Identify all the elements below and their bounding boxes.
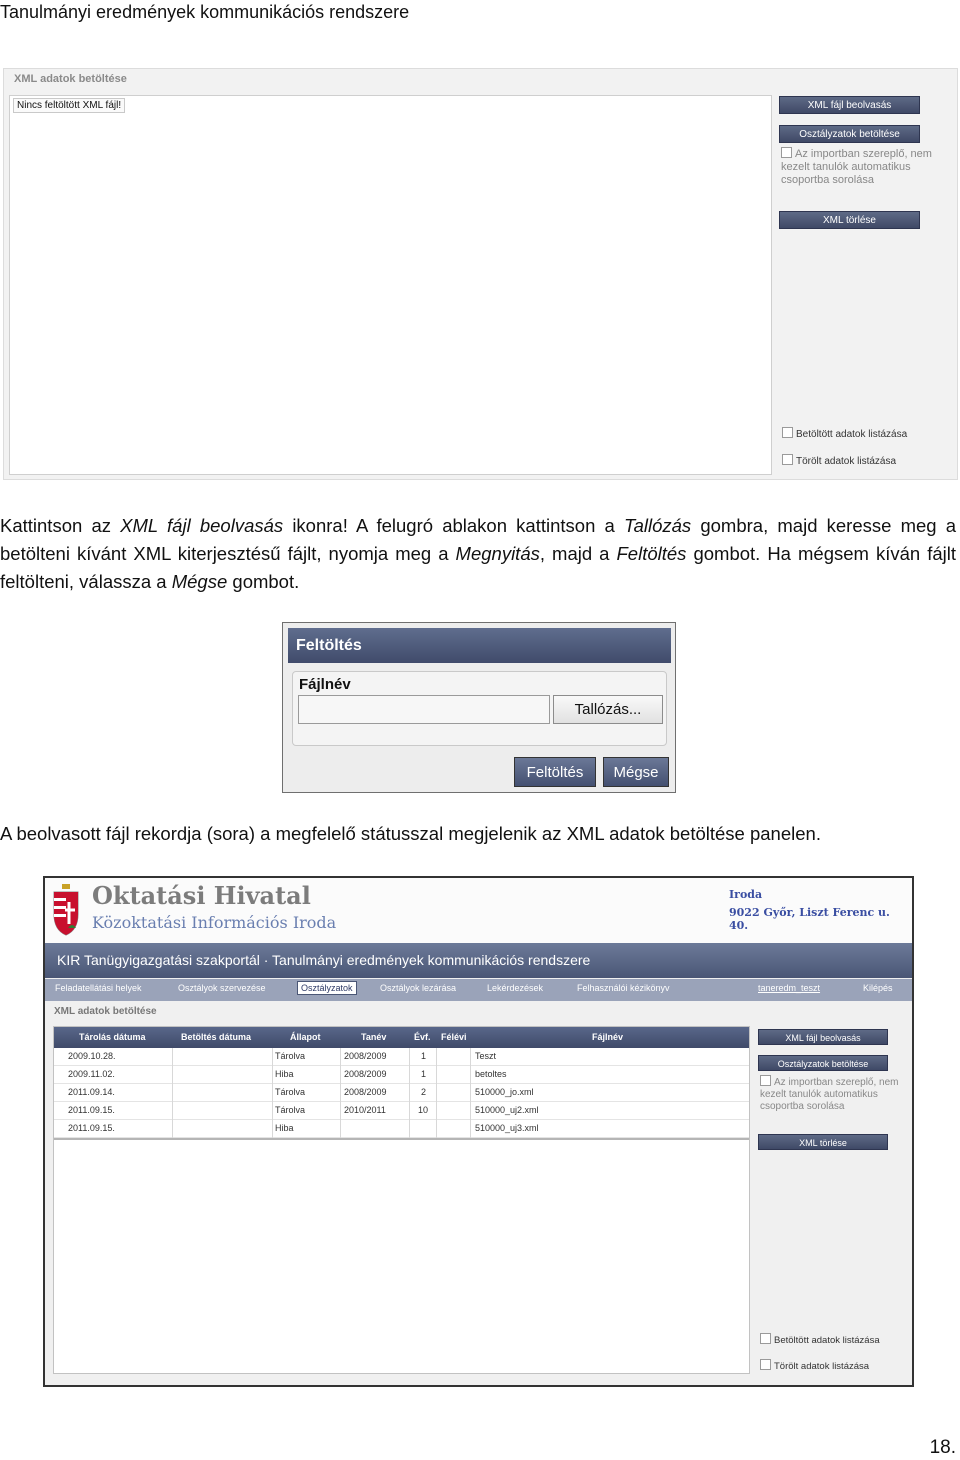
cell-grade: 10 (418, 1105, 429, 1115)
cell-file: Teszt (475, 1051, 497, 1061)
cell-date: 2011.09.14. (68, 1087, 115, 1097)
auto-group-label: Az importban szereplő, nem kezelt tanulók automatikus csoportba sorolása (760, 1077, 899, 1112)
cell-date: 2011.09.15. (68, 1105, 115, 1115)
auto-group-label: Az importban szereplő, nem kezelt tanulók automatikus csoportba sorolása (781, 148, 932, 186)
empty-message: Nincs feltöltött XML fájl! (13, 98, 125, 113)
column-divider (340, 1048, 341, 1138)
list-deleted-checkbox[interactable] (760, 1359, 771, 1370)
col-filename[interactable]: Fájlnév (592, 1032, 624, 1042)
load-grades-button[interactable]: Osztályzatok betöltése (779, 125, 920, 143)
nav-osztalyok-lezarasa[interactable]: Osztályok lezárása (380, 983, 457, 993)
cell-year: 2008/2009 (344, 1051, 387, 1061)
cell-grade: 2 (421, 1087, 427, 1097)
table-row[interactable] (54, 1084, 749, 1102)
cell-status: Tárolva (275, 1105, 306, 1115)
nav-feladatellatasi-helyek[interactable]: Feladatellátási helyek (55, 983, 142, 993)
auto-group-checkbox[interactable] (760, 1075, 771, 1086)
filename-input[interactable] (298, 695, 550, 724)
delete-xml-button[interactable]: XML törlése (779, 211, 920, 229)
panel-title: XML adatok betöltése (54, 1006, 157, 1017)
xml-file-list (9, 95, 772, 475)
column-divider (470, 1048, 471, 1138)
xml-panel-screenshot (3, 68, 958, 480)
page-number: 18. (929, 1437, 956, 1458)
cell-year: 2010/2011 (344, 1105, 386, 1115)
instruction-paragraph: Kattintson az XML fájl beolvasás ikonra! A felugró ablakon kattintson a Tallózás gombra, majd keresse meg a betölteni kívánt XML kiterjesztésű fájlt, nyomja meg a Megnyitás, majd a Feltöltés gombot. Ha mégsem kíván fájlt feltölteni, válassza a Mégse gombot. (0, 515, 957, 592)
office-label: Iroda (729, 888, 763, 901)
cell-file: 510000_uj2.xml (475, 1105, 539, 1115)
organization-name: Oktatási Hivatal (92, 881, 311, 910)
cell-file: 510000_uj3.xml (475, 1123, 539, 1133)
cell-file: 510000_jo.xml (475, 1087, 534, 1097)
nav-logout[interactable]: Kilépés (863, 983, 893, 993)
read-xml-button[interactable]: XML fájl beolvasás (779, 96, 920, 114)
auto-group-option[interactable] (781, 147, 946, 187)
table-bottom-border (54, 1138, 749, 1140)
cell-year: 2008/2009 (344, 1069, 387, 1079)
list-loaded-checkbox[interactable] (782, 427, 793, 438)
auto-group-checkbox[interactable] (781, 147, 792, 158)
cell-status: Tárolva (275, 1087, 306, 1097)
cell-date: 2011.09.15. (68, 1123, 115, 1133)
delete-xml-button[interactable]: XML törlése (758, 1134, 888, 1150)
cell-status: Hiba (275, 1069, 294, 1079)
portal-title: KIR Tanügyigazgatási szakportál · Tanulmányi eredmények kommunikációs rendszere (45, 943, 912, 978)
cell-date: 2009.10.28. (68, 1051, 116, 1061)
table-row[interactable] (54, 1120, 749, 1138)
upload-button[interactable]: Feltöltés (514, 757, 596, 787)
cell-year: 2008/2009 (344, 1087, 387, 1097)
organization-subtitle: Közoktatási Információs Iroda (92, 913, 337, 932)
table-row[interactable] (54, 1066, 749, 1084)
list-loaded-label: Betöltött adatok listázása (774, 1335, 880, 1346)
filename-label: Fájlnév (299, 676, 351, 693)
table-header (54, 1027, 749, 1048)
list-loaded-label: Betöltött adatok listázása (796, 429, 908, 440)
panel-title: XML adatok betöltése (14, 73, 127, 85)
cell-status: Hiba (275, 1123, 294, 1133)
list-deleted-label: Törölt adatok listázása (796, 456, 897, 467)
office-address: 9022 Győr, Liszt Ferenc u. 40. (729, 906, 890, 932)
cell-file: betoltes (475, 1069, 507, 1079)
nav-osztalyzatok[interactable]: Osztályzatok (297, 981, 357, 995)
list-loaded-checkbox[interactable] (760, 1333, 771, 1344)
cell-status: Tárolva (275, 1051, 306, 1061)
dialog-title: Feltöltés (288, 628, 671, 663)
nav-osztalyok-szervezese[interactable]: Osztályok szervezése (178, 983, 266, 993)
cell-grade: 1 (421, 1051, 427, 1061)
table-row[interactable] (54, 1102, 749, 1120)
running-header: Tanulmányi eredmények kommunikációs rendszere (0, 2, 410, 22)
auto-group-option[interactable] (760, 1075, 910, 1113)
xml-records-table (53, 1026, 750, 1374)
col-load-date[interactable]: Betöltés dátuma (181, 1032, 252, 1042)
list-deleted-option[interactable] (782, 454, 896, 468)
filename-fieldset (292, 671, 667, 746)
list-loaded-option[interactable] (782, 427, 907, 441)
col-semester[interactable]: Félévi (441, 1032, 467, 1042)
column-divider (409, 1048, 410, 1138)
portal-header (45, 878, 912, 943)
load-grades-button[interactable]: Osztályzatok betöltése (758, 1055, 888, 1071)
col-grade[interactable]: Évf. (414, 1032, 431, 1042)
nav-felhasznaloi-kezikonyv[interactable]: Felhasználói kézikönyv (577, 983, 670, 993)
column-divider (272, 1048, 273, 1138)
column-divider (436, 1048, 437, 1138)
col-school-year[interactable]: Tanév (361, 1032, 387, 1042)
upload-dialog (282, 622, 676, 793)
col-status[interactable]: Állapot (290, 1032, 321, 1042)
read-xml-button[interactable]: XML fájl beolvasás (758, 1029, 888, 1045)
result-paragraph: A beolvasott fájl rekordja (sora) a megfelelő státusszal megjelenik az XML adatok betöltése panelen. (0, 823, 821, 844)
list-deleted-option[interactable] (760, 1359, 869, 1373)
column-divider (172, 1048, 173, 1138)
list-deleted-checkbox[interactable] (782, 454, 793, 465)
col-stored-date[interactable]: Tárolás dátuma (79, 1032, 146, 1042)
cell-grade: 1 (421, 1069, 427, 1079)
cancel-button[interactable]: Mégse (603, 757, 669, 787)
nav-user[interactable]: taneredm_teszt (758, 983, 821, 993)
cell-date: 2009.11.02. (68, 1069, 115, 1079)
main-nav (45, 979, 912, 1001)
portal-screenshot (43, 876, 914, 1387)
table-row[interactable] (54, 1048, 749, 1066)
list-loaded-option[interactable] (760, 1333, 880, 1347)
coat-of-arms-icon (52, 884, 80, 936)
list-deleted-label: Törölt adatok listázása (774, 1361, 870, 1372)
browse-button[interactable]: Tallózás... (553, 695, 663, 724)
nav-lekerdezesek[interactable]: Lekérdezések (487, 983, 544, 993)
